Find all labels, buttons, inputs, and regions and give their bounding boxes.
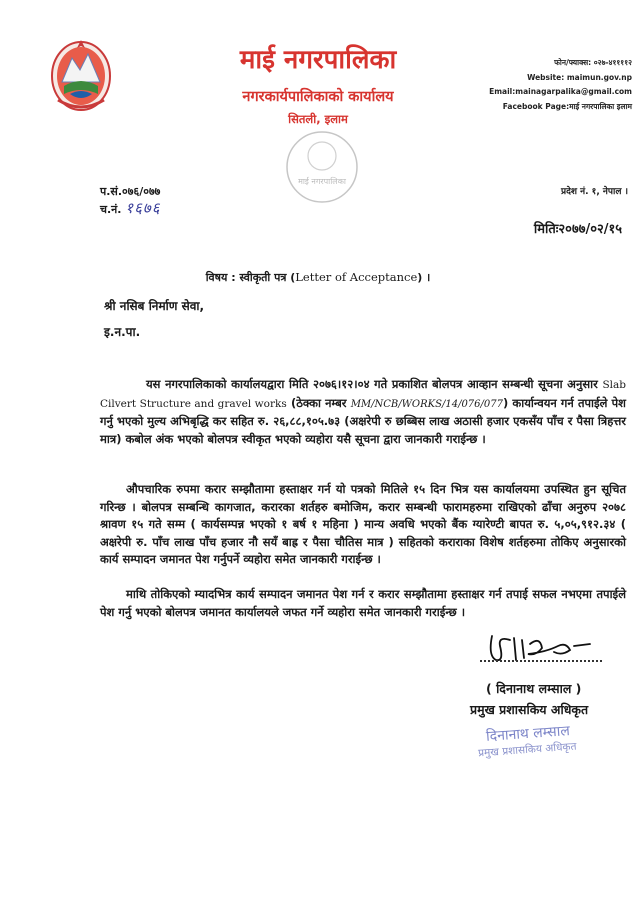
p1-contract-number: MM/NCB/WORKS/14/076/077: [350, 398, 503, 410]
email-line: Email:mainagarpalika@gmail.com: [489, 87, 632, 96]
phone-line: फोन/फ्याक्स: ०२७-४११११२: [554, 58, 632, 67]
chalani-label: च.नं.: [100, 203, 122, 216]
chalani-number: १६७६: [125, 199, 161, 217]
signature-dotted-line: [480, 660, 602, 662]
letter-date: मितिः२०७७/०२/१५: [533, 222, 622, 237]
p1-part-b: (ठेक्का नम्बर: [290, 395, 347, 410]
municipality-title: माई नगरपालिका: [239, 45, 397, 75]
paragraph-1: [100, 376, 626, 448]
subject-end: ) ।: [417, 271, 431, 284]
recipient-name: श्री नसिब निर्माण सेवा,: [104, 299, 205, 313]
signature-icon: [470, 626, 620, 676]
office-location: सितली, इलाम: [288, 112, 348, 126]
p2-text: औपचारिक रुपमा करार सम्झौतामा हस्ताक्षर गर्न यो पत्रको मितिले १५ दिन भित्र यस कार्यालयमा उपस्थित हुन सूचित गरिन्छ । बोलपत्र सम्बन्धि कागजात, करारका शर्तहरु बमोजिम, करार सम्बन्धी फारामहरुमा राखिएको ढाँचा अनुरुप २०७८ श्रावण १५ गते सम्म ( कार्यसम्पन्न भएको १ बर्ष १ महिना ) मान्य अवधि भएको बैंक ग्यारेण्टी बापत रु. ५,०५,९१२.३४ ( अक्षरेपी रु. पाँच लाख पाँच हजार नौ सयँ बाह्र र पैसा चौतिस मात्र ) सहितको कराराका विशेष शर्तहरुमा तोकिए अनुसारको कार्य सम्पादन जमानत पेश गर्नुपर्ने व्यहोरा समेत जानकारी गराईन्छ ।: [100, 482, 626, 567]
paragraph-2: [100, 481, 626, 569]
facebook-line: Facebook Page:माई नगरपालिका इलाम: [502, 101, 632, 111]
website-line: Website: maimun.gov.np: [527, 72, 632, 82]
subject-line: [0, 270, 636, 285]
paragraph-3: [100, 586, 626, 621]
p1-part-a: यस नगरपालिकाको कार्यालयद्वारा मिति २०७६।१२।०४ गते प्रकाशित बोलपत्र आव्हान सम्बन्धी सूचना अनुसार: [146, 377, 598, 391]
stamp-text: माई नगरपालिका: [298, 177, 346, 186]
p3-text: माथि तोकिएको म्यादभित्र कार्य सम्पादन जमानत पेश गर्न र करार सम्झौतामा हस्ताक्षर गर्न तपाई सफल नभएमा तपाईले पेश गर्नु भएको बोलपत्र जमानत कार्यालयले जफत गर्ने व्यहोरा समेत जानकारी गराईन्छ ।: [100, 587, 626, 619]
subject-label: विषय : स्वीकृती पत्र (: [205, 271, 296, 284]
patra-sankhya: प.सं.०७६/०७७: [100, 185, 161, 198]
chalani-line: [100, 200, 161, 218]
office-subtitle: नगरकार्यपालिकाको कार्यालय: [242, 89, 394, 105]
province-label: प्रदेश नं. १, नेपाल ।: [560, 187, 628, 197]
p1-work-name: Slab Cilvert Structure and gravel works: [100, 379, 626, 410]
p1-part-c: ) कार्यान्वयन गर्न तपाईले पेश गर्नु भएको मुल्य अभिबृद्धि कर सहित रु. २६,८८,१०५.७३ (अक्षरेपी रु छब्बिस लाख अठासी हजार एकसँय पाँच र पैसा त्रिहत्तर मात्र) कबोल अंक भएको बोलपत्र स्वीकृत भएको व्यहोरा यसै सूचना द्वारा जानकारी गराईन्छ ।: [100, 395, 626, 446]
signatory-title: प्रमुख प्रशासकिय अधिकृत: [470, 702, 589, 717]
office-stamp-icon: [283, 128, 361, 206]
recipient-address: इ.न.पा.: [104, 325, 141, 339]
contact-block: [432, 56, 632, 114]
signatory-name: ( दिनानाथ लम्साल ): [486, 681, 582, 696]
subject-english: Letter of Acceptance: [295, 270, 418, 284]
reference-block: [100, 183, 161, 218]
ink-stamp-title: प्रमुख प्रशासकिय अधिकृत: [477, 740, 577, 760]
ink-stamp-name: दिनानाथ लम्साल: [485, 723, 571, 745]
